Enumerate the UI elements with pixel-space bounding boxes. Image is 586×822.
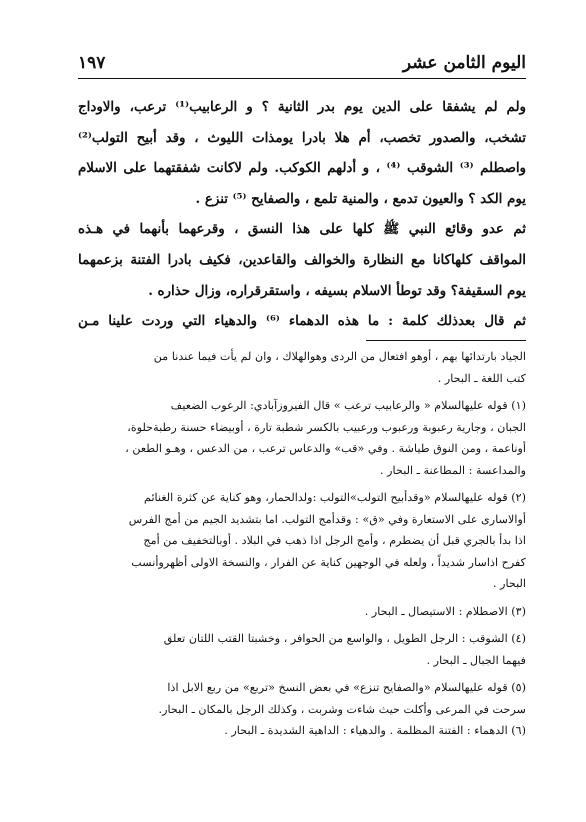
text-line: واصطلم ⁽³⁾ الشوقب ⁽⁴⁾ ، و أدلهم الكوكب. ولم لاكانت شفقتهما على الاسلام: [78, 160, 526, 177]
footnote-4-line: (٤) الشوقب : الرجل الطويل ، والواسع من الحوافر ، وخشبتا القتب اللتان تعلق: [163, 632, 526, 645]
main-text: [78, 92, 526, 337]
chapter-title: اليوم الثامن عشر: [402, 53, 526, 73]
footnote-2-line: البحار .: [492, 577, 526, 590]
footnote-separator: [366, 340, 526, 341]
footnote-2-line: (٢) قوله عليهالسلام «وقدأبيح التولب»التولب :ولدالحمار، وهو كناية عن كثرة الغنائم: [144, 491, 526, 504]
text-line: ولم لم يشفقا على الدين يوم بدر الثانية ؟ و الرعابيب⁽¹⁾ ترعب، والاوداج: [78, 99, 526, 115]
page-number: ١٩٧: [78, 53, 106, 73]
footnote-continuation-line: الجياد بارتدائها بهم ، أوهو افتعال من الردى وهوالهلاك ، وان لم يأت فيما عندنا من: [153, 350, 526, 363]
footnote-1-line: الجبان ، وجارية رعبوبة ورعبوب ورعبيب بالكسر شطبة تارة ، أوبيضاء حسنة رطبةحلوة،: [127, 420, 526, 434]
footnote-1-line: (١) قوله عليهالسلام « والرعابيب ترعب » قال الفيروزآبادي: الرعوب الضعيف: [170, 399, 526, 412]
page-header: [78, 47, 526, 73]
footnotes: [66, 346, 526, 742]
header-rule: [78, 78, 526, 79]
footnote-5-line: سرحت في المرعى وأكلت حيث شاءت وشربت ، وكذلك الرجل بالمكان ـ البحار.: [158, 702, 526, 716]
text-line: ثم عدو وقائع النبي ﷺ كلها على هذا النسق ، وقرعهما بأنهما في هـذه: [78, 221, 526, 238]
footnote-3-line: (٣) الاصطلام : الاستيصال ـ البحار .: [364, 604, 526, 618]
footnote-continuation-line: كتب اللغة ـ البحار .: [437, 371, 526, 385]
text-line: المواقف كلهاكانا مع النظارة والخوالف والقاعدين، فكيف بادرا الفتنة بزعمهما: [78, 251, 526, 268]
footnote-4-line: فيهما الجبال ـ البحار .: [426, 653, 526, 667]
footnote-5-line: (٥) قوله عليهالسلام «والصفايح تنزع» في بعض النسخ «تربع» من ربع الابل اذا: [167, 681, 526, 694]
footnote-2-line: أوالاسارى على الاستعارة وفي «ق» : وقدأمج التولب. اما بتشديد الجيم من أمج الفرس: [128, 512, 526, 526]
footnote-6-line: (٦) الدهماء : الفتنة المظلمة . والدهياء : الداهية الشديدة ـ البحار .: [224, 724, 526, 737]
text-line: ثم قال بعدذلك كلمة : ما هذه الدهماء ⁽⁶⁾ والدهياء التي وردت علينا مـن: [78, 313, 526, 330]
text-line: يوم الكد ؟ والعيون تدمع ، والمنية تلمع ، والصفايح ⁽⁵⁾ تنزع .: [195, 190, 526, 207]
text-line: تشخب، والصدور تخصب، أم هلا بادرا يومذات الليوث ، وقد أبيح التولب⁽²⁾: [78, 129, 526, 146]
footnote-2-line: كفرح اذاسار شديداً ، ولعله في الوجهين كناية عن الفرار ، والنسخة الاولى أظهروأنسب: [131, 555, 526, 569]
text-line: يوم السقيفة؟ وقد توطأ الاسلام بسيفه ، واستقرقراره، وزال حذاره .: [148, 282, 526, 299]
footnote-2-line: اذا بدأ بالجري قبل أن يضطرم ، وأمج الرجل اذا ذهب في البلاد . أوبالتخفيف من أمج: [143, 534, 526, 547]
footnote-1-line: والمداعسة : المطاعنة ـ البحار .: [380, 463, 526, 477]
footnote-1-line: أوناعمة ، ومن النوق طياشة . وفي «قب» والدعاس ترعب ، من الدعس ، وهـو الطعن ،: [125, 442, 526, 455]
